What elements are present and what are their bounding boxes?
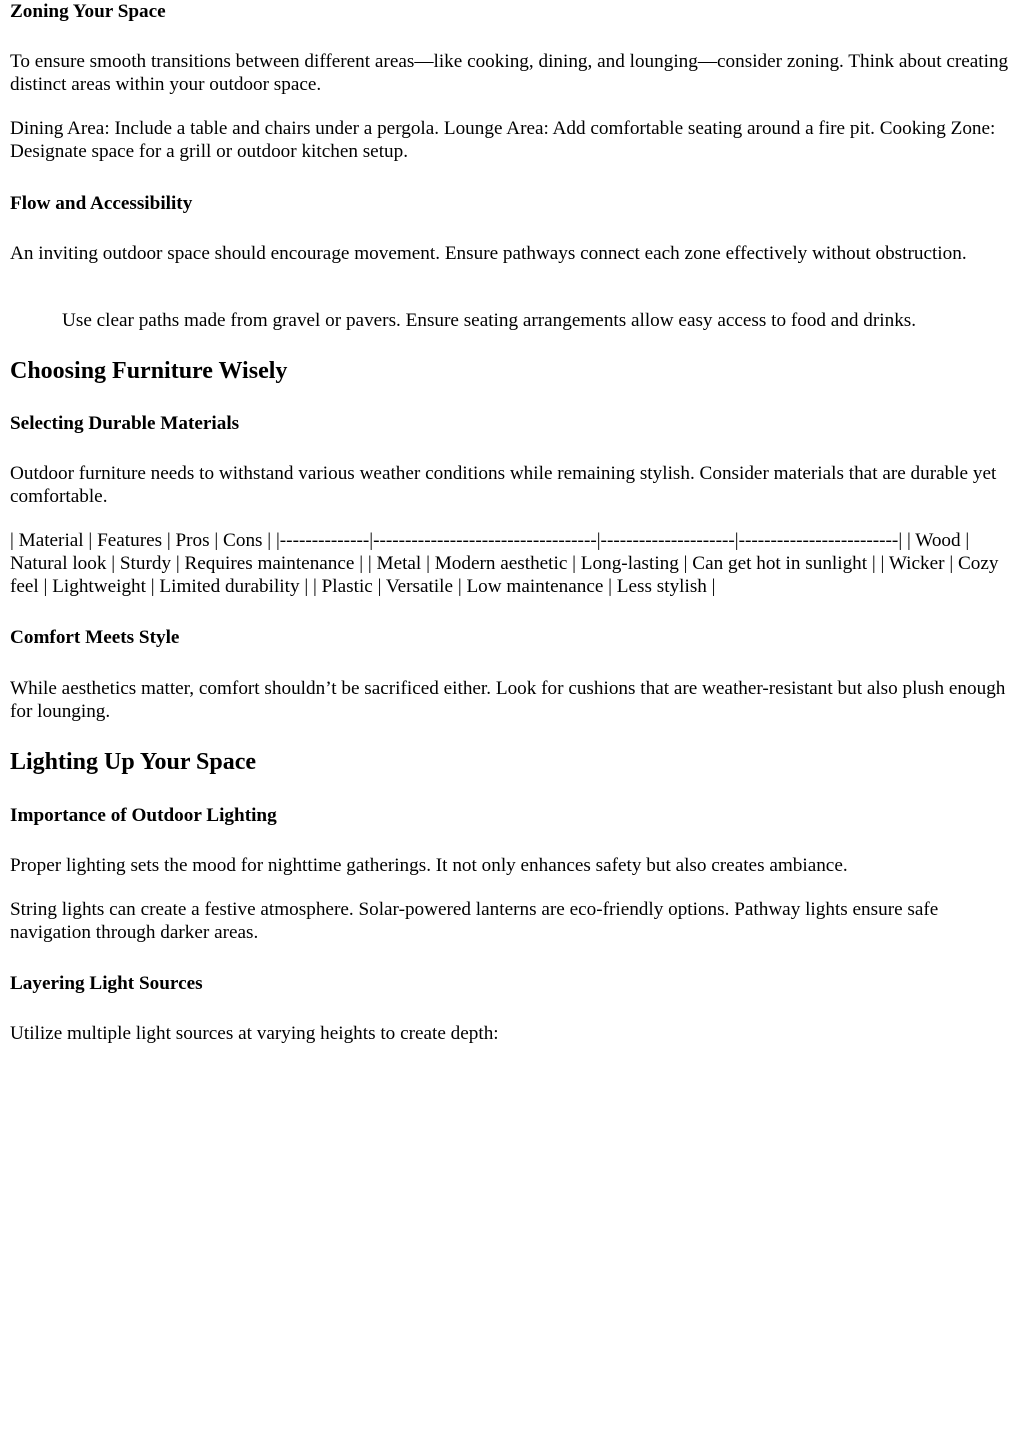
zoning-areas-paragraph: Dining Area: Include a table and chairs under a pergola. Lounge Area: Add comfortable seating around a fire pit. Cooking Zone: Designate space for a grill or outdoor kitchen setup. — [10, 118, 996, 162]
subheading-comfort: Comfort Meets Style — [10, 627, 180, 648]
zoning-intro-paragraph: To ensure smooth transitions between different areas—like cooking, dining, and lounging—consider zoning. Think about creating distinct areas within your outdoor space. — [10, 51, 1009, 95]
section-heading-flow: Flow and Accessibility — [10, 193, 193, 214]
lighting-options-paragraph: String lights can create a festive atmosphere. Solar-powered lanterns are eco-friendly options. Pathway lights ensure safe navigation through darker areas. — [10, 899, 939, 943]
subheading-layering: Layering Light Sources — [10, 973, 203, 994]
section-heading-lighting: Lighting Up Your Space — [10, 749, 257, 775]
materials-table-text: | Material | Features | Pros | Cons | |--------------|-----------------------------------|---------------------|-------------------------| | Wood | Natural look | Sturdy | Requires maintenance | | Metal | Modern aesthetic | Long-lasting | Can get hot in sunlight | | Wicker | Cozy feel | Lightweight | Limited durability | | Plastic | Versatile | Low maintenance | Less stylish | — [10, 530, 999, 597]
section-heading-furniture: Choosing Furniture Wisely — [10, 358, 288, 384]
comfort-paragraph: While aesthetics matter, comfort shouldn’t be sacrificed either. Look for cushions that are weather-resistant but also plush enough for lounging. — [10, 678, 1006, 722]
importance-paragraph: Proper lighting sets the mood for nighttime gatherings. It not only enhances safety but also creates ambiance. — [10, 855, 848, 876]
subheading-materials: Selecting Durable Materials — [10, 413, 240, 434]
section-heading-zoning: Zoning Your Space — [10, 1, 166, 22]
layering-paragraph: Utilize multiple light sources at varying heights to create depth: — [10, 1023, 499, 1044]
subheading-importance: Importance of Outdoor Lighting — [10, 805, 277, 826]
flow-intro-paragraph: An inviting outdoor space should encourage movement. Ensure pathways connect each zone effectively without obstruction. — [10, 243, 967, 264]
materials-intro-paragraph: Outdoor furniture needs to withstand various weather conditions while remaining stylish. Consider materials that are durable yet comfortable. — [10, 463, 997, 507]
flow-tip-blockquote: Use clear paths made from gravel or pavers. Ensure seating arrangements allow easy access to food and drinks. — [62, 310, 917, 331]
